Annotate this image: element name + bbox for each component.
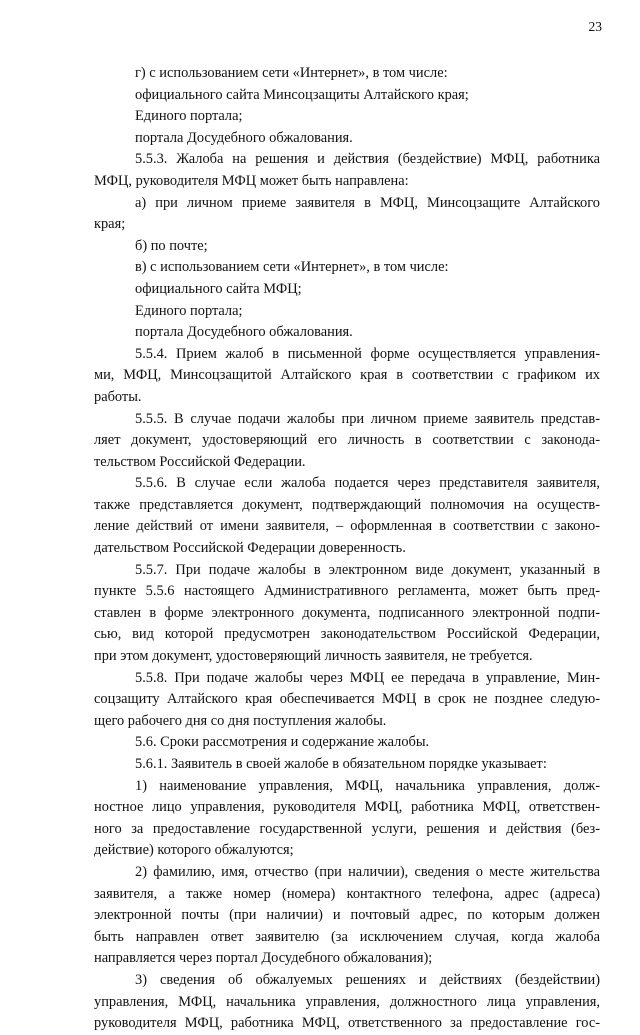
text-line: МФЦ, руководителя МФЦ может быть направлена:	[94, 172, 409, 189]
text-line: Единого портала;	[135, 302, 243, 319]
text-line: сью, вид которой предусмотрен законодательством Российской Федерации,	[94, 626, 600, 643]
text-line: действие) которого обжалуются;	[94, 842, 294, 859]
text-line: направляется через портал Досудебного обжалования);	[94, 950, 433, 967]
text-line: г) с использованием сети «Интернет», в том числе:	[135, 65, 448, 81]
text-line: работы.	[94, 388, 142, 405]
text-line: при этом документ, удостоверяющий личность заявителя, не требуется.	[94, 648, 533, 665]
document-body	[94, 63, 600, 1035]
text-line: ми, МФЦ, Минсоцзащитой Алтайского края в соответствии с графиком их	[94, 367, 600, 384]
text-line: 5.5.7. При подаче жалобы в электронном виде документ, указанный в	[135, 561, 600, 578]
text-line: края;	[94, 216, 126, 233]
text-line: б) по почте;	[135, 237, 208, 254]
text-line: официального сайта МФЦ;	[135, 280, 302, 297]
text-line: 5.6.1. Заявитель в своей жалобе в обязательном порядке указывает:	[135, 756, 547, 772]
text-line: 2) фамилию, имя, отчество (при наличии), сведения о месте жительства	[135, 863, 600, 880]
text-line: электронной почты (при наличии) и почтовый адрес, по которым должен	[94, 907, 600, 924]
text-line: портала Досудебного обжалования.	[135, 324, 353, 341]
text-line: а) при личном приеме заявителя в МФЦ, Минсоцзащите Алтайского	[135, 194, 600, 211]
text-line: соцзащиту Алтайского края обеспечивается МФЦ в срок не позднее следую-	[94, 691, 600, 708]
text-line: 1) наименование управления, МФЦ, начальника управления, долж-	[135, 777, 600, 794]
text-line: ставлен в форме электронного документа, подписанного электронной подпи-	[94, 604, 600, 621]
text-line: 3) сведения об обжалуемых решениях и действиях (бездействии)	[135, 971, 600, 988]
text-line: щего рабочего дня со дня поступления жалобы.	[94, 712, 387, 729]
text-line: управления, МФЦ, начальника управления, должностного лица управления,	[94, 993, 600, 1010]
text-line: ление действий от имени заявителя, – оформленная в соответствии с законо-	[94, 518, 600, 535]
text-line: 5.5.8. При подаче жалобы через МФЦ ее передача в управление, Мин-	[135, 669, 600, 686]
text-line: ностное лицо управления, руководителя МФЦ, работника МФЦ, ответствен-	[94, 799, 600, 816]
text-line: официального сайта Минсоцзащиты Алтайского края;	[135, 86, 469, 103]
text-line: ного за предоставление государственной услуги, решения и действия (без-	[94, 820, 600, 837]
text-line: заявителя, а также номер (номера) контактного телефона, адрес (адреса)	[94, 885, 600, 902]
text-line: также представляется документ, подтверждающий полномочия на осуществ-	[94, 496, 600, 513]
text-line: 5.5.3. Жалоба на решения и действия (бездействие) МФЦ, работника	[135, 151, 600, 168]
text-line: ляет документ, удостоверяющий его личность в соответствии с законода-	[94, 432, 600, 449]
text-line: руководителя МФЦ, работника МФЦ, ответственного за предоставление гос-	[94, 1015, 600, 1032]
text-line: 5.5.5. В случае подачи жалобы при личном приеме заявитель представ-	[135, 410, 600, 427]
text-line: в) с использованием сети «Интернет», в том числе:	[135, 259, 449, 276]
text-line: Единого портала;	[135, 108, 243, 125]
page-number: 23	[588, 19, 602, 34]
text-line: дательством Российской Федерации доверенность.	[94, 540, 406, 557]
text-line: 5.5.4. Прием жалоб в письменной форме осуществляется управления-	[135, 345, 600, 362]
text-line: 5.6. Сроки рассмотрения и содержание жалобы.	[135, 734, 430, 751]
text-line: быть направлен ответ заявителю (за исключением случая, когда жалоба	[94, 928, 600, 945]
text-line: тельством Российской Федерации.	[94, 453, 306, 470]
text-line: пункте 5.5.6 настоящего Административного регламента, может быть пред-	[94, 583, 600, 600]
text-line: 5.5.6. В случае если жалоба подается через представителя заявителя,	[135, 475, 600, 492]
text-line: портала Досудебного обжалования.	[135, 129, 353, 146]
